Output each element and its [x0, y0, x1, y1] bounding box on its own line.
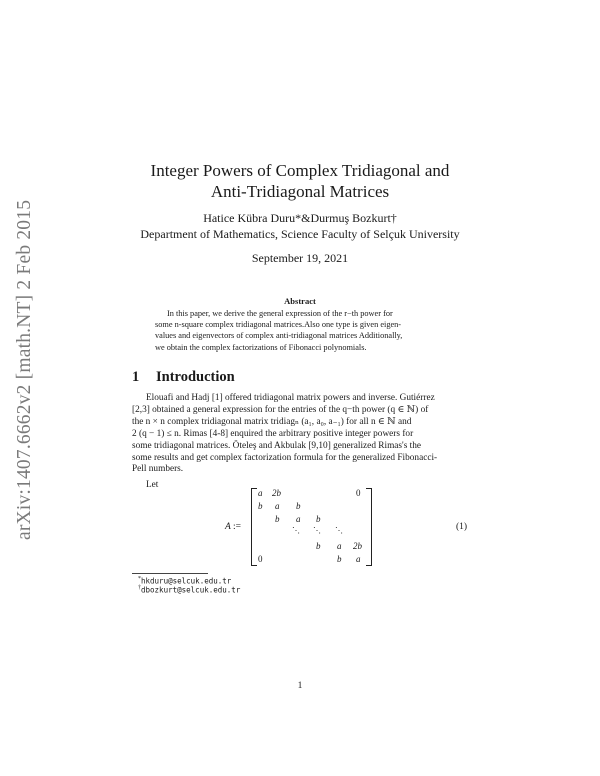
matrix-entry: a — [275, 501, 280, 511]
left-bracket — [251, 488, 257, 566]
footnote-email: hkduru@selcuk.edu.tr — [141, 576, 232, 586]
matrix-entry: a — [258, 488, 263, 498]
abstract-line: values and eigenvectors of complex anti-tridiagonal matrices Additionally, — [155, 331, 403, 341]
section-title: Introduction — [156, 369, 235, 385]
matrix-equation — [0, 486, 600, 568]
matrix-entry: a — [296, 514, 301, 524]
assign-symbol: := — [233, 522, 242, 532]
abstract-heading: Abstract — [284, 296, 316, 306]
matrix-entry: a — [337, 541, 342, 551]
footnote-mark: † — [138, 585, 141, 591]
section-heading — [132, 369, 235, 386]
matrix-entry: b — [316, 514, 321, 524]
abstract-line: some n-square complex tridiagonal matrices.Also one type is given eigen- — [155, 320, 402, 330]
section-number: 1 — [132, 369, 140, 385]
matrix-entry: b — [337, 554, 342, 564]
matrix-entry: 2b — [353, 541, 362, 551]
footnote-2 — [138, 585, 240, 595]
matrix-entry: a — [356, 554, 361, 564]
intro-line: some results and get complex factorization formula for the generalized Fibonacci- — [132, 452, 438, 463]
matrix-entry: b — [258, 501, 263, 511]
matrix-entry: 2b — [272, 488, 281, 498]
intro-paragraph — [132, 393, 468, 476]
equation-number: (1) — [456, 522, 468, 532]
right-bracket — [366, 488, 372, 566]
matrix-entry: 0 — [258, 554, 263, 564]
matrix-entry: b — [316, 541, 321, 551]
intro-line: Pell numbers. — [132, 464, 184, 475]
footnote-mark: * — [138, 576, 141, 582]
diagonal-dots: ⋱ — [335, 526, 343, 535]
footnote-email: dbozkurt@selcuk.edu.tr — [141, 585, 241, 595]
matrix-entry: 0 — [356, 488, 361, 498]
page-number: 1 — [297, 681, 303, 691]
equation-lhs — [225, 522, 241, 532]
diagonal-dots: ⋱ — [292, 526, 300, 535]
title-line-1: Integer Powers of Complex Tridiagonal and — [150, 161, 450, 180]
let-text: Let — [146, 480, 159, 490]
arxiv-stamp: arXiv:1407.6662v2 [math.NT] 2 Feb 2015 — [14, 199, 35, 540]
matrix-entry: b — [275, 514, 280, 524]
intro-line: some tridiagonal matrices. Öteleş and Akbulak [9,10] generalized Rimas's the — [132, 440, 422, 451]
abstract-line: we obtain the complex factorizations of Fibonacci polynomials. — [155, 342, 367, 352]
matrix-entry: b — [296, 501, 301, 511]
intro-line: 2 (q − 1) ≤ n. Rimas [4-8] enquired the arbitrary positive integer powers for — [132, 428, 414, 439]
intro-line: Elouafi and Hadj [1] offered tridiagonal matrix powers and inverse. Gutiérrez — [146, 393, 435, 403]
diagonal-dots: ⋱ — [313, 526, 321, 535]
authors: Hatice Kübra Duru*&Durmuş Bozkurt† — [203, 211, 397, 225]
affiliation: Department of Mathematics, Science Faculty of Selçuk University — [140, 227, 460, 241]
title-line-2: Anti-Tridiagonal Matrices — [210, 182, 390, 201]
footnote-rule — [132, 573, 208, 574]
abstract-body — [155, 308, 445, 353]
intro-line: the n × n complex tridiagonal matrix tridiagₙ (a₁, a₀, a₋₁) for all n ∈ ℕ and — [132, 416, 412, 427]
matrix-symbol: A — [225, 522, 231, 532]
abstract-line: In this paper, we derive the general expression of the r−th power for — [167, 309, 393, 318]
intro-line: [2,3] obtained a general expression for the entries of the q−th power (q ∈ ℕ) of — [132, 404, 429, 415]
date: September 19, 2021 — [251, 251, 349, 265]
